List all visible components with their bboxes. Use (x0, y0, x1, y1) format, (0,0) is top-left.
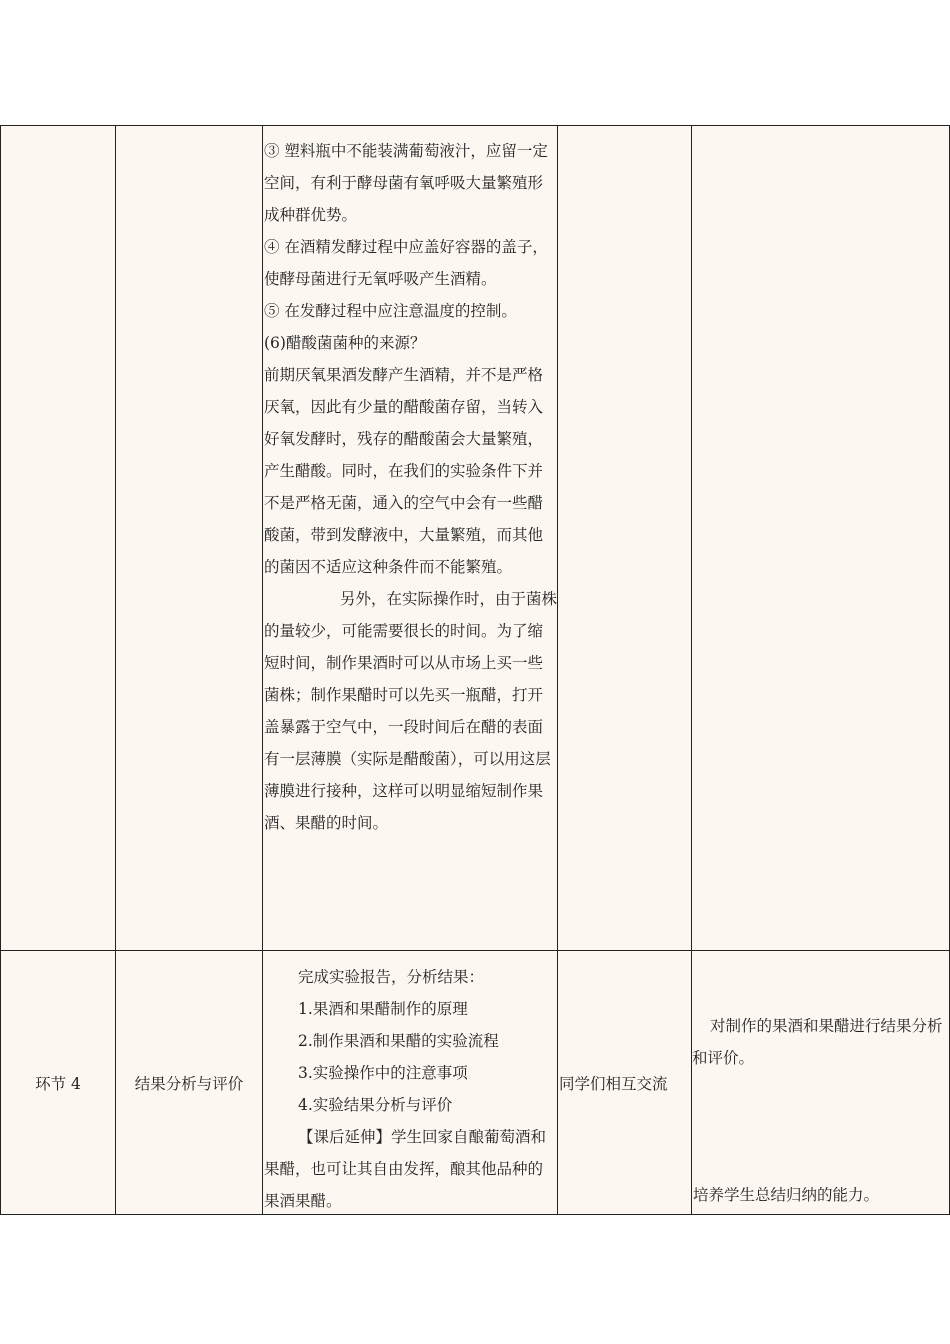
report-item: 4.实验结果分析与评价 (298, 1096, 453, 1114)
homework-extension: 【课后延伸】学生回家自酿葡萄酒和果醋，也可让其自由发挥，酿其他品种的果酒果醋。 (264, 1128, 547, 1210)
teacher-activity-cell (262, 125, 558, 951)
note-5: ⑤ 在发酵过程中应注意温度的控制。 (264, 302, 517, 320)
student-activity-text: 同学们相互交流 (559, 1074, 668, 1093)
design-purpose-cell (691, 125, 950, 951)
student-activity-cell (557, 951, 692, 1215)
report-intro: 完成实验报告，分析结果： (298, 968, 485, 986)
report-item: 3.实验操作中的注意事项 (298, 1064, 468, 1082)
topic-cell (115, 951, 263, 1215)
purpose-text: 对制作的果酒和果醋进行结果分析和评价。 (692, 1017, 943, 1067)
lesson-plan-table (0, 125, 950, 1215)
design-purpose-cell (691, 951, 950, 1215)
topic-label: 结果分析与评价 (134, 1074, 244, 1093)
additional-note: 另外，在实际操作时，由于菌株的量较少，可能需要很长的时间。为了缩短时间，制作果酒时可以从市场上买一些菌株；制作果醋时可以先买一瓶醋，打开盖暴露于空气中，一段时间后在醋的表面有一层薄膜（实际是醋酸菌），可以用这层薄膜进行接种，这样可以明显缩短制作果酒、果醋的时间。 (264, 590, 558, 832)
stage-cell (0, 125, 116, 951)
question-6: (6)醋酸菌菌种的来源？ (264, 334, 426, 352)
note-3: ③ 塑料瓶中不能装满葡萄液汁，应留一定空间，有利于酵母菌有氧呼吸大量繁殖形成种群优势。 (264, 142, 548, 224)
note-4: ④ 在酒精发酵过程中应盖好容器的盖子，使酵母菌进行无氧呼吸产生酒精。 (264, 238, 548, 288)
report-item: 1.果酒和果醋制作的原理 (298, 1000, 468, 1018)
stage-label: 环节 4 (35, 1074, 81, 1093)
answer-6: 前期厌氧果酒发酵产生酒精，并不是严格厌氧，因此有少量的醋酸菌存留，当转入好氧发酵时，残存的醋酸菌会大量繁殖，产生醋酸。同时，在我们的实验条件下并不是严格无菌，通入的空气中会有一些醋酸菌，带到发酵液中，大量繁殖，而其他的菌因不适应这种条件而不能繁殖。 (264, 366, 544, 576)
table-row (0, 125, 950, 951)
stage-cell (0, 951, 116, 1215)
student-activity-cell (557, 125, 692, 951)
teacher-activity-cell (262, 951, 558, 1215)
topic-cell (115, 125, 263, 951)
table-row (0, 951, 950, 1215)
purpose-text: 培养学生总结归纳的能力。 (693, 1186, 880, 1204)
report-item: 2.制作果酒和果醋的实验流程 (298, 1032, 499, 1050)
